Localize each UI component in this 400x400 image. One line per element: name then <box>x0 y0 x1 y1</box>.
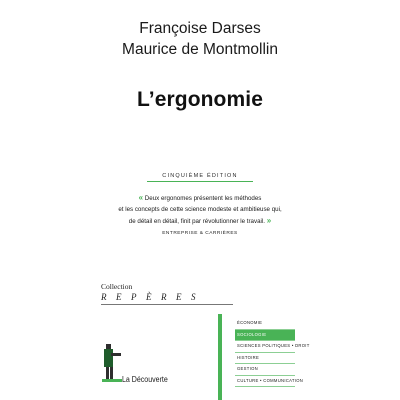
review-quote <box>100 192 300 239</box>
category-item: HISTOIRE <box>235 353 295 365</box>
author-name: Maurice de Montmollin <box>122 41 278 58</box>
category-item: ÉCONOMIE <box>235 318 295 330</box>
publisher-block <box>100 343 210 388</box>
quote-line: et les concepts de cette science modeste et ambitieuse qui, <box>118 206 282 213</box>
quote-source: ENTREPRISE & CARRIÈRES <box>162 231 238 236</box>
edition-label: CINQUIÈME ÉDITION <box>162 173 238 179</box>
category-item: CULTURE • COMMUNICATION <box>235 376 295 388</box>
category-item: SCIENCES POLITIQUES • DROIT <box>235 341 295 353</box>
open-quote-mark: « <box>138 193 144 202</box>
authors <box>0 18 400 60</box>
close-quote-mark: » <box>266 216 272 225</box>
collection-label: Collection <box>101 282 133 291</box>
category-item: GESTION <box>235 364 295 376</box>
quote-line: Deux ergonomes présentent les méthodes <box>144 195 262 202</box>
collection-name: REPÈRES <box>101 292 205 302</box>
edition-divider <box>147 181 253 182</box>
category-accent-bar <box>218 314 222 400</box>
book-title: L’ergonomie <box>137 88 263 111</box>
collection-divider <box>101 304 233 305</box>
category-item-active: SOCIOLOGIE <box>235 330 295 342</box>
author-name: Françoise Darses <box>139 20 261 37</box>
publisher-name: La Découverte <box>122 375 168 384</box>
category-list <box>235 318 310 387</box>
quote-line: de détail en détail, finit par révolutionner le travail. <box>128 218 266 225</box>
